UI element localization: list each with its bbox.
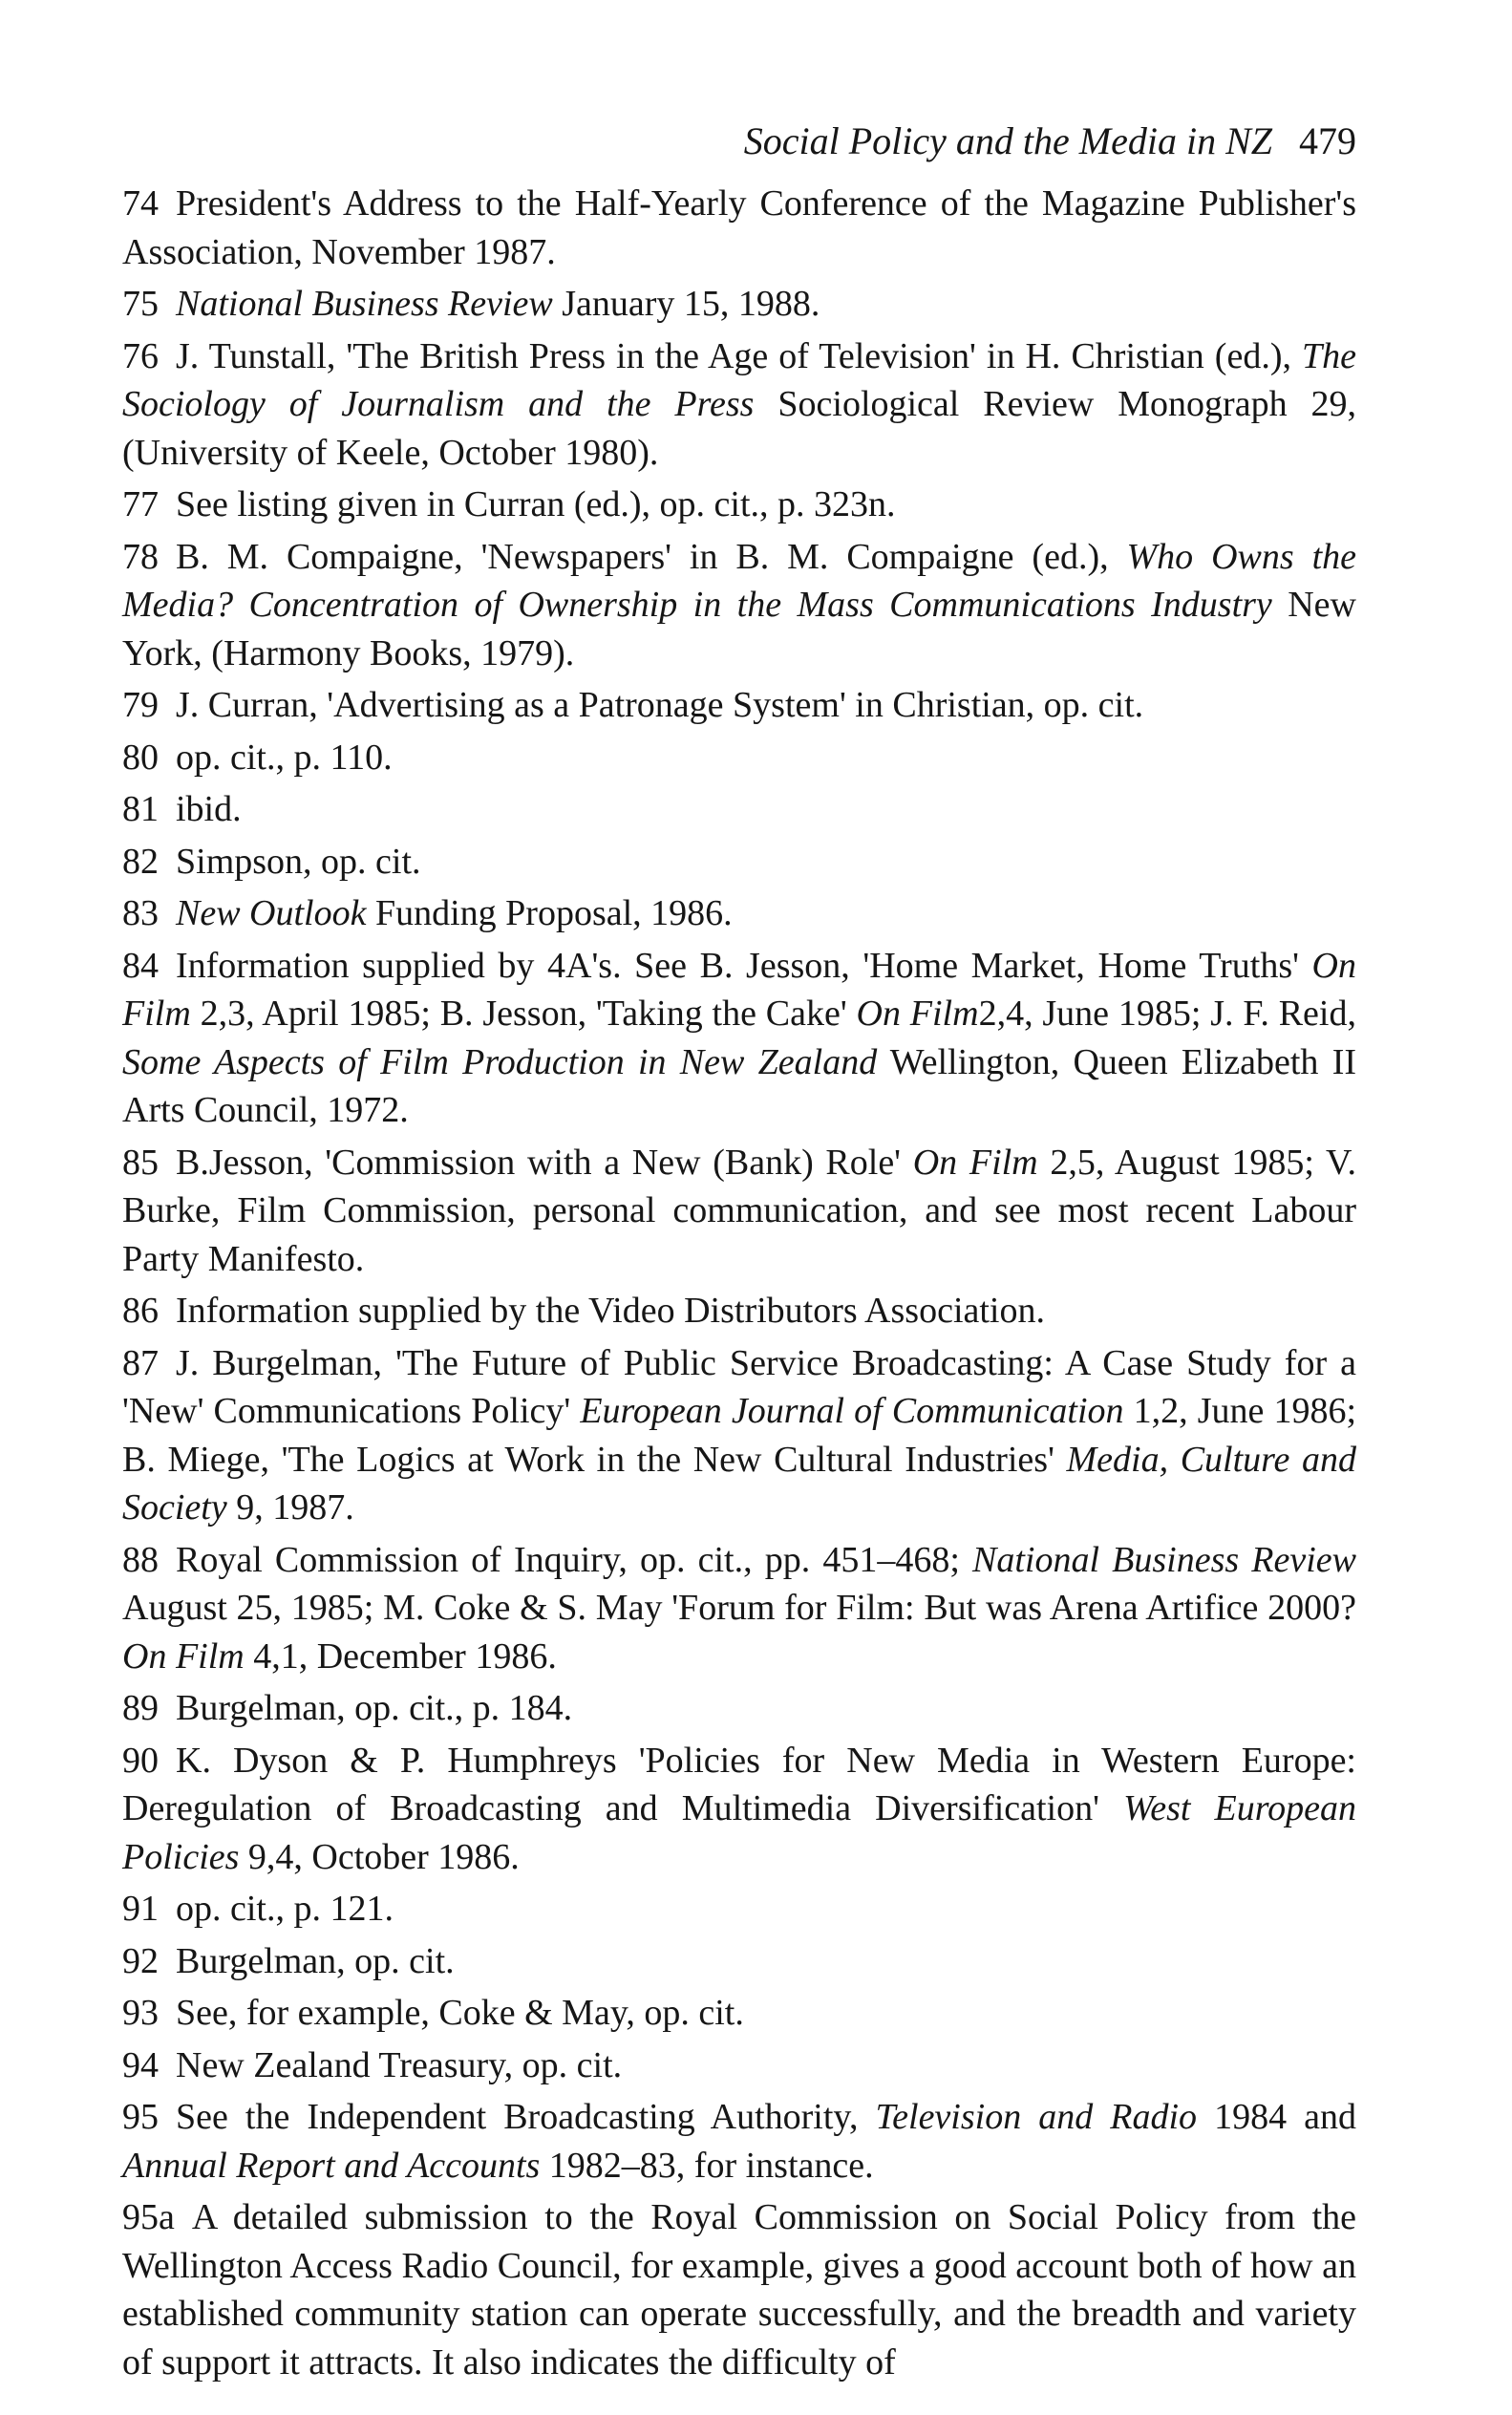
endnote-text: New York, (Harmony Books, 1979). xyxy=(122,585,1356,673)
endnote-number: 84 xyxy=(122,945,159,986)
endnote-text: 1984 and xyxy=(1197,2097,1357,2137)
endnote xyxy=(122,2093,1356,2190)
endnote-number: 92 xyxy=(122,1940,159,1981)
endnote-number: 91 xyxy=(122,1889,159,1929)
endnote-text: op. cit., p. 121. xyxy=(176,1889,394,1929)
endnote-text: J. Curran, 'Advertising as a Patronage System' in Christian, op. cit. xyxy=(176,685,1144,725)
endnote-title-italic: The Sociology of Journalism and the Press xyxy=(122,335,1356,424)
endnote xyxy=(122,1139,1356,1284)
endnote-title-italic: National Business Review xyxy=(176,284,553,324)
endnote-title-italic: On Film xyxy=(122,945,1356,1034)
endnote-text: K. Dyson & P. Humphreys 'Policies for New Media in Western Europe: Deregulation of Broadcasting and Multimedia Diversification' xyxy=(122,1740,1356,1828)
endnote xyxy=(122,1339,1356,1532)
endnote-title-italic: On Film xyxy=(856,994,979,1034)
endnote xyxy=(122,332,1356,478)
endnote-number: 80 xyxy=(122,737,159,778)
endnote-title-italic: Media, Culture and Society xyxy=(122,1439,1356,1528)
endnote-number: 88 xyxy=(122,1539,159,1580)
endnote-title-italic: Some Aspects of Film Production in New Zealand xyxy=(122,1041,878,1082)
endnote-title-italic: West European Policies xyxy=(122,1788,1356,1877)
endnote-number: 94 xyxy=(122,2044,159,2085)
page-number: 479 xyxy=(1299,119,1356,162)
running-header xyxy=(122,115,1356,168)
endnote-number: 89 xyxy=(122,1688,159,1728)
endnote-number: 85 xyxy=(122,1142,159,1183)
endnote-text: A detailed submission to the Royal Commission on Social Policy from the Wellington Access Radio Council, for example, gives a good account both of how an established community station can operate successfully, and the breadth and variety of support it attracts. It also indicates the difficulty of xyxy=(122,2197,1356,2383)
endnote-number: 83 xyxy=(122,893,159,933)
endnote-text: See the Independent Broadcasting Authority, xyxy=(176,2097,876,2137)
book-page xyxy=(122,115,1356,2390)
endnote-text: See listing given in Curran (ed.), op. cit., p. 323n. xyxy=(176,484,896,524)
endnote xyxy=(122,889,1356,938)
endnote-title-italic: National Business Review xyxy=(972,1539,1356,1580)
endnote-text: New Zealand Treasury, op. cit. xyxy=(176,2044,623,2085)
endnote-number: 78 xyxy=(122,536,159,577)
endnote-text: 1,2, June 1986; B. Miege, 'The Logics at Work in the New Cultural Industries' xyxy=(122,1391,1357,1480)
endnote xyxy=(122,533,1356,678)
endnote-text: Information supplied by the Video Distributors Association. xyxy=(176,1291,1045,1331)
endnote-title-italic: Television and Radio xyxy=(875,2097,1198,2137)
endnote-number: 95 xyxy=(122,2097,159,2137)
endnote-number: 77 xyxy=(122,484,159,524)
endnote-title-italic: On Film xyxy=(912,1142,1038,1183)
endnote-text: 4,1, December 1986. xyxy=(244,1635,557,1677)
endnote xyxy=(122,785,1356,834)
endnote-number: 76 xyxy=(122,335,159,376)
endnote-number: 87 xyxy=(122,1342,159,1383)
endnote-number: 86 xyxy=(122,1291,159,1331)
endnote-title-italic: Who Owns the Media? Concentration of Ownership in the Mass Communications Industry xyxy=(122,536,1356,625)
endnote xyxy=(122,1737,1356,1882)
endnote xyxy=(122,2041,1356,2090)
endnote-text: President's Address to the Half-Yearly Conference of the Magazine Publisher's Association, November 1987. xyxy=(122,183,1356,272)
endnote-text: 2,4, June 1985; J. F. Reid, xyxy=(978,994,1356,1034)
endnote-number: 74 xyxy=(122,183,159,224)
endnote xyxy=(122,734,1356,782)
endnote xyxy=(122,838,1356,887)
endnote-number: 79 xyxy=(122,685,159,725)
endnote-title-italic: European Journal of Communication xyxy=(580,1391,1124,1431)
endnote xyxy=(122,481,1356,529)
endnote-title-italic: On Film xyxy=(122,1635,245,1677)
endnote-text: January 15, 1988. xyxy=(552,284,820,324)
endnote-title-italic: Annual Report and Accounts xyxy=(122,2145,541,2186)
endnote-text: 9,4, October 1986. xyxy=(239,1836,520,1877)
endnote-text: Wellington, Queen Elizabeth II Arts Council, 1972. xyxy=(122,1041,1356,1130)
endnote-text: 1982–83, for instance. xyxy=(540,2145,874,2186)
endnote-number: 75 xyxy=(122,284,159,324)
endnote-text: 9, 1987. xyxy=(226,1487,354,1528)
endnote-text: Royal Commission of Inquiry, op. cit., pp. 451–468; xyxy=(176,1539,973,1580)
endnote-text: August 25, 1985; M. Coke & S. May 'Forum for Film: But was Arena Artifice 2000? xyxy=(122,1588,1356,1628)
endnote-text: J. Tunstall, 'The British Press in the Age of Television' in H. Christian (ed.), xyxy=(176,335,1302,376)
endnote-text: Sociological Review Monograph 29, (University of Keele, October 1980). xyxy=(122,384,1356,473)
endnote-text: B. M. Compaigne, 'Newspapers' in B. M. Compaigne (ed.), xyxy=(176,536,1127,577)
endnote xyxy=(122,942,1356,1135)
endnotes-list xyxy=(122,180,1356,2386)
endnote-text: op. cit., p. 110. xyxy=(176,737,393,778)
endnote-text: ibid. xyxy=(176,789,242,829)
endnote xyxy=(122,280,1356,329)
endnote xyxy=(122,1885,1356,1934)
endnote xyxy=(122,1989,1356,2038)
endnote-text: Simpson, op. cit. xyxy=(176,841,421,882)
endnote-text: Burgelman, op. cit., p. 184. xyxy=(176,1688,573,1728)
endnote xyxy=(122,2193,1356,2386)
endnote-number: 95a xyxy=(122,2197,175,2237)
endnote-text: Funding Proposal, 1986. xyxy=(366,893,733,933)
endnote-number: 81 xyxy=(122,789,159,829)
endnote xyxy=(122,681,1356,730)
endnote-number: 90 xyxy=(122,1740,159,1781)
endnote xyxy=(122,180,1356,276)
endnote-text: Burgelman, op. cit. xyxy=(176,1940,455,1981)
endnote-text: 2,5, August 1985; V. Burke, Film Commission, personal communication, and see most recent Labour Party Manifesto. xyxy=(122,1142,1356,1279)
endnote-number: 93 xyxy=(122,1993,159,2033)
endnote-text: Information supplied by 4A's. See B. Jesson, 'Home Market, Home Truths' xyxy=(176,945,1312,986)
endnote-title-italic: New Outlook xyxy=(176,893,367,933)
endnote xyxy=(122,1937,1356,1986)
endnote-text: 2,3, April 1985; B. Jesson, 'Taking the Cake' xyxy=(190,994,857,1034)
endnote-number: 82 xyxy=(122,841,159,882)
endnote xyxy=(122,1287,1356,1336)
running-title: Social Policy and the Media in NZ xyxy=(743,119,1272,162)
endnote-text: J. Burgelman, 'The Future of Public Service Broadcasting: A Case Study for a 'New' Communications Policy' xyxy=(122,1342,1356,1431)
endnote xyxy=(122,1536,1356,1681)
endnote-text: B.Jesson, 'Commission with a New (Bank) Role' xyxy=(176,1142,913,1183)
endnote-text: See, for example, Coke & May, op. cit. xyxy=(176,1993,744,2033)
endnote xyxy=(122,1684,1356,1733)
